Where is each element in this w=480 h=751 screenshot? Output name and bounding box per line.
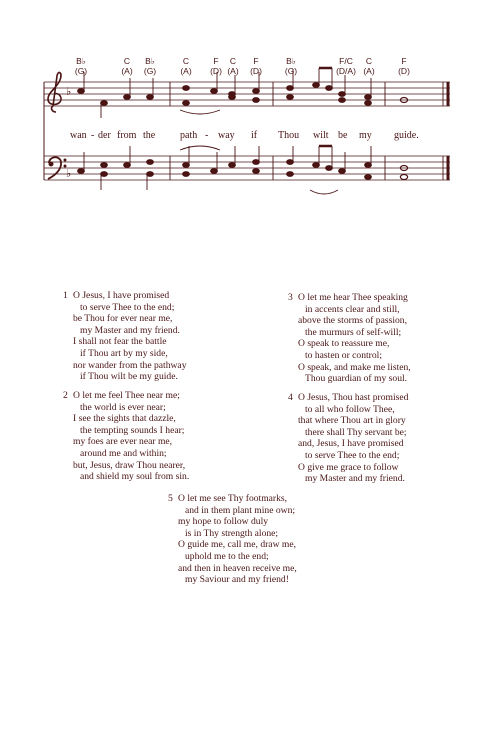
verse-number: 1 — [63, 290, 68, 301]
svg-text:♭: ♭ — [66, 85, 72, 98]
chord-symbol: C (A) — [180, 56, 192, 76]
verse-line: O give me grace to follow — [298, 461, 399, 473]
lyric-syllable: wan — [70, 130, 87, 141]
verse-line: around me and within; — [80, 447, 167, 459]
verse-line: my Master and my friend. — [80, 324, 180, 336]
verse-number: 2 — [63, 390, 68, 401]
verse-1 — [63, 290, 187, 383]
verse-line: be Thou for ever near me, — [73, 313, 173, 325]
chord-symbol: F (D) — [210, 56, 222, 76]
lyric-syllable: way — [218, 130, 235, 141]
verse-line: I see the sights that dazzle, — [73, 413, 176, 425]
lyric-syllable: Thou — [278, 130, 300, 141]
verse-line: if Thou art by my side, — [80, 347, 168, 359]
verse-number: 4 — [288, 392, 293, 403]
chord-symbol: B♭ (G) — [284, 56, 298, 76]
verse-line: O speak, and make me listen, — [298, 361, 411, 373]
verse-line: my Master and my friend. — [305, 473, 405, 485]
verse-line: I shall not fear the battle — [73, 336, 167, 348]
verse-4 — [288, 392, 409, 485]
chord-symbol: C (A) — [121, 56, 133, 76]
lyric-syllable: path — [180, 130, 198, 141]
lyric-syllable: be — [338, 130, 348, 141]
chord-symbol: F (D) — [250, 56, 262, 76]
verse-number: 3 — [288, 292, 293, 303]
lyric-syllable: der — [98, 130, 111, 141]
verse-line: to hasten or control; — [305, 349, 382, 361]
verse-line: the murmurs of self-will; — [305, 326, 402, 338]
lyric-syllable: if — [251, 130, 258, 141]
verse-line: my hope to follow duly — [178, 516, 269, 528]
verse-line: O Jesus, Thou hast promised — [298, 392, 409, 403]
verse-line: in accents clear and still, — [305, 303, 400, 315]
verse-line: but, Jesus, draw Thou nearer, — [73, 459, 186, 471]
verse-line: Thou guardian of my soul. — [305, 373, 408, 385]
verse-line: nor wander from the pathway — [73, 359, 187, 371]
verse-3 — [288, 292, 411, 385]
chord-symbol: C (A) — [227, 56, 239, 76]
lyric-syllable: my — [359, 130, 372, 141]
verse-line: the world is ever near; — [80, 401, 166, 413]
verse-line: and then in heaven receive me, — [178, 562, 297, 574]
verse-line: my Saviour and my friend! — [185, 574, 289, 586]
verse-line: and, Jesus, I have promised — [298, 438, 404, 450]
verse-line: there shall Thy servant be; — [305, 426, 407, 438]
verse-line: O speak to reassure me, — [298, 338, 390, 350]
verse-line: and in them plant mine own; — [185, 504, 296, 516]
verse-5 — [168, 493, 297, 586]
verse-line: O Jesus, I have promised — [73, 290, 170, 301]
verse-line: above the storms of passion, — [298, 315, 407, 327]
verse-line: to serve Thee to the end; — [305, 449, 400, 461]
lyric-syllable: - — [205, 130, 209, 141]
chord-symbol: B♭ (G) — [143, 56, 157, 76]
verse-line: to all who follow Thee, — [305, 403, 395, 415]
verse-number: 5 — [168, 493, 173, 504]
music-score — [0, 0, 480, 230]
verse-2 — [63, 390, 190, 483]
verse-line: uphold me to the end; — [185, 550, 269, 562]
chord-symbols — [0, 56, 480, 80]
verse-line: O let me feel Thee near me; — [73, 390, 180, 401]
bass-notes — [78, 160, 408, 180]
verse-line: the tempting sounds I hear; — [80, 424, 185, 436]
verse-line: is in Thy strength alone; — [185, 527, 279, 539]
chord-symbol: F/C (D/A) — [336, 56, 356, 76]
verse-line: to serve Thee to the end; — [80, 301, 175, 313]
lyric-syllable: - — [91, 130, 95, 141]
verse-line: that where Thou art in glory — [298, 415, 406, 427]
svg-text:♭: ♭ — [66, 167, 72, 180]
verse-line: my foes are ever near me, — [73, 436, 173, 448]
verse-line: O let me hear Thee speaking — [298, 292, 408, 303]
lyrics-line — [0, 130, 480, 144]
lyric-syllable: the — [143, 130, 156, 141]
verse-line: if Thou wilt be my guide. — [80, 371, 178, 383]
verse-line: and shield my soul from sin. — [80, 471, 190, 483]
chord-symbol: F (D) — [398, 56, 410, 76]
chord-symbol: C (A) — [363, 56, 375, 76]
verse-line: O let me see Thy footmarks, — [178, 493, 288, 504]
lyric-syllable: wilt — [313, 130, 329, 141]
verse-line: O guide me, call me, draw me, — [178, 539, 297, 551]
chord-symbol: B♭ (G) — [74, 56, 88, 76]
lyric-syllable: guide. — [394, 130, 419, 141]
lyric-syllable: from — [117, 130, 137, 141]
